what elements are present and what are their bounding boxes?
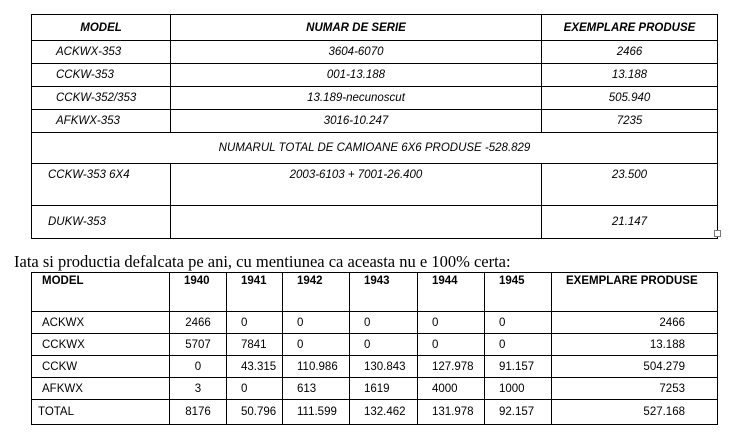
cell-count: 7235	[542, 110, 718, 133]
cell-value: 43.315	[227, 356, 283, 378]
table-row	[32, 378, 718, 400]
header-serial: NUMAR DE SERIE	[171, 15, 542, 41]
cell-serial: 3016-10.247	[171, 110, 542, 133]
total-line: NUMARUL TOTAL DE CAMIOANE 6X6 PRODUSE -528.829	[32, 133, 718, 164]
cell-value: 4000	[418, 378, 485, 400]
cell-count: 2466	[552, 312, 718, 334]
cell-model: CCKWX	[32, 334, 170, 356]
cell-serial: 001-13.188	[171, 64, 542, 87]
table-row	[32, 110, 718, 133]
cell-model: ACKWX-353	[32, 41, 171, 64]
cell-serial: 13.189-necunoscut	[171, 87, 542, 110]
cell-value: 0	[283, 334, 350, 356]
cell-value: 7841	[227, 334, 283, 356]
serial-numbers-table	[31, 14, 718, 239]
table-row	[32, 41, 718, 64]
cell-model: CCKW-353 6X4	[32, 164, 171, 206]
cell-model: AFKWX-353	[32, 110, 171, 133]
cell-count: 2466	[542, 41, 718, 64]
intro-sentence: Iata si productia defalcata pe ani, cu mentiunea ca aceasta nu e 100% certa:	[14, 252, 511, 271]
cell-value: 0	[170, 356, 227, 378]
cell-value: 0	[350, 312, 418, 334]
cell-count: 13.188	[542, 64, 718, 87]
cell-count: 7253	[552, 378, 718, 400]
cell-value: 5707	[170, 334, 227, 356]
cell-value: 0	[283, 312, 350, 334]
header-year: 1940	[170, 273, 227, 312]
table-row	[32, 64, 718, 87]
cell-model: TOTAL	[32, 400, 170, 425]
table-header-row	[32, 273, 718, 312]
cell-value: 111.599	[283, 400, 350, 425]
table-row	[32, 312, 718, 334]
header-year: 1943	[350, 273, 418, 312]
cell-value: 8176	[170, 400, 227, 425]
table-header-row	[32, 15, 718, 41]
table-resize-handle[interactable]	[714, 230, 721, 237]
header-year: 1941	[227, 273, 283, 312]
cell-value: 0	[350, 334, 418, 356]
header-model: MODEL	[32, 273, 170, 312]
cell-model: CCKW-352/353	[32, 87, 171, 110]
cell-count: 505.940	[542, 87, 718, 110]
cell-model: ACKWX	[32, 312, 170, 334]
header-count: EXEMPLARE PRODUSE	[552, 273, 718, 312]
header-count: EXEMPLARE PRODUSE	[542, 15, 718, 41]
cell-value: 50.796	[227, 400, 283, 425]
cell-model: CCKW	[32, 356, 170, 378]
cell-count: 23.500	[542, 164, 718, 206]
total-row	[32, 133, 718, 164]
table-row	[32, 206, 718, 239]
cell-value: 1000	[485, 378, 552, 400]
cell-count: 13.188	[552, 334, 718, 356]
cell-value: 91.157	[485, 356, 552, 378]
cell-count: 504.279	[552, 356, 718, 378]
cell-value: 0	[418, 312, 485, 334]
cell-count: 21.147	[542, 206, 718, 239]
cell-value: 613	[283, 378, 350, 400]
cell-value: 132.462	[350, 400, 418, 425]
cell-serial: 3604-6070	[171, 41, 542, 64]
cell-serial	[171, 206, 542, 239]
header-year: 1942	[283, 273, 350, 312]
cell-value: 92.157	[485, 400, 552, 425]
cell-model: AFKWX	[32, 378, 170, 400]
cell-value: 0	[227, 378, 283, 400]
header-year: 1945	[485, 273, 552, 312]
cell-value: 130.843	[350, 356, 418, 378]
cell-model: DUKW-353	[32, 206, 171, 239]
cell-serial: 2003-6103 + 7001-26.400	[171, 164, 542, 206]
total-row	[32, 400, 718, 425]
cell-value: 1619	[350, 378, 418, 400]
table-row	[32, 356, 718, 378]
cell-value: 0	[485, 334, 552, 356]
cell-value: 0	[227, 312, 283, 334]
cell-value: 2466	[170, 312, 227, 334]
table-row	[32, 334, 718, 356]
cell-value: 110.986	[283, 356, 350, 378]
table-row	[32, 164, 718, 206]
cell-value: 131.978	[418, 400, 485, 425]
cell-value: 3	[170, 378, 227, 400]
cell-value: 127.978	[418, 356, 485, 378]
cell-value: 0	[485, 312, 552, 334]
cell-model: CCKW-353	[32, 64, 171, 87]
yearly-production-table	[31, 272, 718, 425]
header-year: 1944	[418, 273, 485, 312]
cell-value: 0	[418, 334, 485, 356]
table-row	[32, 87, 718, 110]
cell-count: 527.168	[552, 400, 718, 425]
header-model: MODEL	[32, 15, 171, 41]
